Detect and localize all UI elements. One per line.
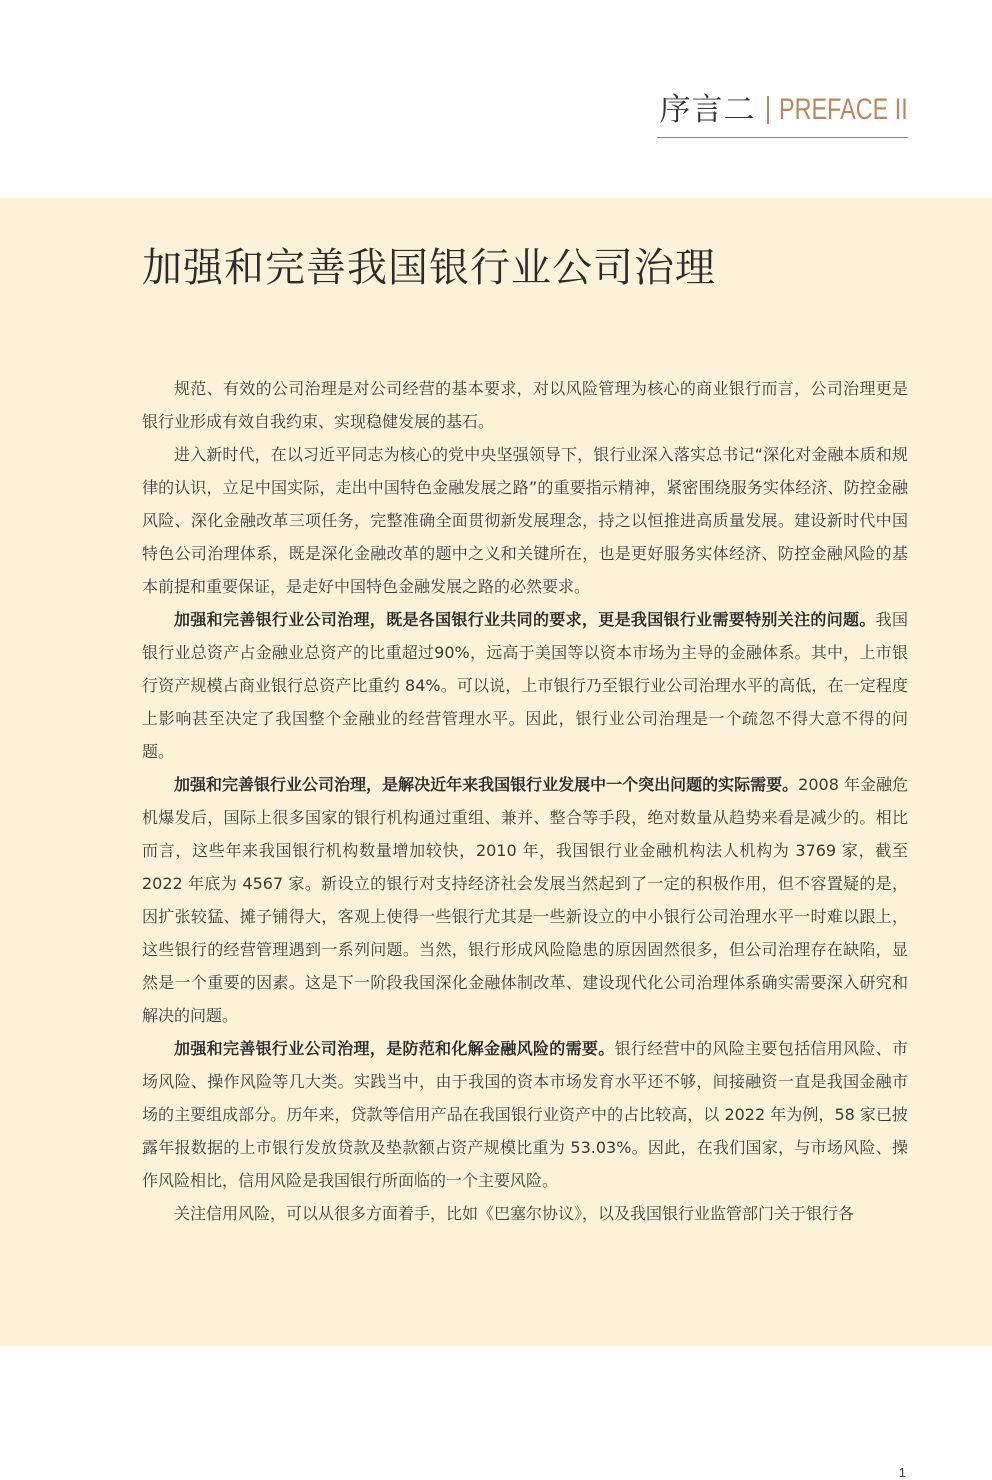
section-title-cn: 序言二 (659, 92, 756, 128)
page-number: 1 (898, 1465, 906, 1480)
heading-divider (767, 96, 769, 124)
page-header (0, 0, 992, 198)
header-rule (657, 137, 908, 138)
paragraph-2 (142, 438, 908, 603)
content-area (0, 198, 992, 1480)
paragraph-text: 2008 年金融危机爆发后，国际上很多国家的银行机构通过重组、兼并、整合等手段，绝对数量从趋势来看是减少的。相比而言，这些年来我国银行机构数量增加较快，2010 年，我国银行业金融机构法人机构为 3769 家，截至 2022 年底为 4567 家。新设立的银行对支持经济社会发展当然起到了一定的积极作用，但不容置疑的是，因扩张较猛、摊子铺得大，客观上使得一些银行尤其是一些新设立的中小银行公司治理水平一时难以跟上，这些银行的经营管理遇到一系列问题。当然，银行形成风险隐患的原因固然很多，但公司治理存在缺陷，显然是一个重要的因素。这是下一阶段我国深化金融体制改革、建设现代化公司治理体系确实需要深入研究和解决的问题。 (142, 775, 908, 1025)
paragraph-lead: 加强和完善银行业公司治理，是防范和化解金融风险的需要。 (174, 1039, 615, 1058)
article-body (142, 372, 908, 1230)
paragraph-text: 规范、有效的公司治理是对公司经营的基本要求，对以风险管理为核心的商业银行而言，公司治理更是银行业形成有效自我约束、实现稳健发展的基石。 (142, 379, 908, 431)
article-title: 加强和完善我国银行业公司治理 (142, 245, 716, 291)
paragraph-lead: 加强和完善银行业公司治理，是解决近年来我国银行业发展中一个突出问题的实际需要。 (174, 775, 799, 794)
paragraph-text: 银行经营中的风险主要包括信用风险、市场风险、操作风险等几大类。实践当中，由于我国的资本市场发育水平还不够，间接融资一直是我国金融市场的主要组成部分。历年来，贷款等信用产品在我国银行业资产中的占比较高，以 2022 年为例，58 家已披露年报数据的上市银行发放贷款及垫款额占资产规模比重为 53.03%。因此，在我们国家，与市场风险、操作风险相比，信用风险是我国银行所面临的一个主要风险。 (142, 1039, 908, 1190)
paragraph-3 (142, 603, 908, 768)
section-heading (659, 86, 908, 130)
section-title-en: PREFACE II (778, 93, 908, 126)
paragraph-1 (142, 372, 908, 438)
paragraph-text: 关注信用风险，可以从很多方面着手，比如《巴塞尔协议》，以及我国银行业监管部门关于银行各 (174, 1204, 855, 1223)
paragraph-text: 进入新时代，在以习近平同志为核心的党中央坚强领导下，银行业深入落实总书记“深化对金融本质和规律的认识，立足中国实际，走出中国特色金融发展之路”的重要指示精神，紧密围绕服务实体经济、防控金融风险、深化金融改革三项任务，完整准确全面贯彻新发展理念，持之以恒推进高质量发展。建设新时代中国特色公司治理体系，既是深化金融改革的题中之义和关键所在，也是更好服务实体经济、防控金融风险的基本前提和重要保证，是走好中国特色金融发展之路的必然要求。 (142, 445, 908, 596)
paragraph-text: 我国银行业总资产占金融业总资产的比重超过90%，远高于美国等以资本市场为主导的金融体系。其中，上市银行资产规模占商业银行总资产比重约 84%。可以说，上市银行乃至银行业公司治理水平的高低，在一定程度上影响甚至决定了我国整个金融业的经营管理水平。因此，银行业公司治理是一个疏忽不得大意不得的问题。 (142, 610, 908, 761)
paragraph-4 (142, 768, 908, 1032)
paragraph-6 (142, 1197, 908, 1230)
paragraph-lead: 加强和完善银行业公司治理，既是各国银行业共同的要求，更是我国银行业需要特别关注的问题。 (174, 610, 876, 629)
paragraph-5 (142, 1032, 908, 1197)
